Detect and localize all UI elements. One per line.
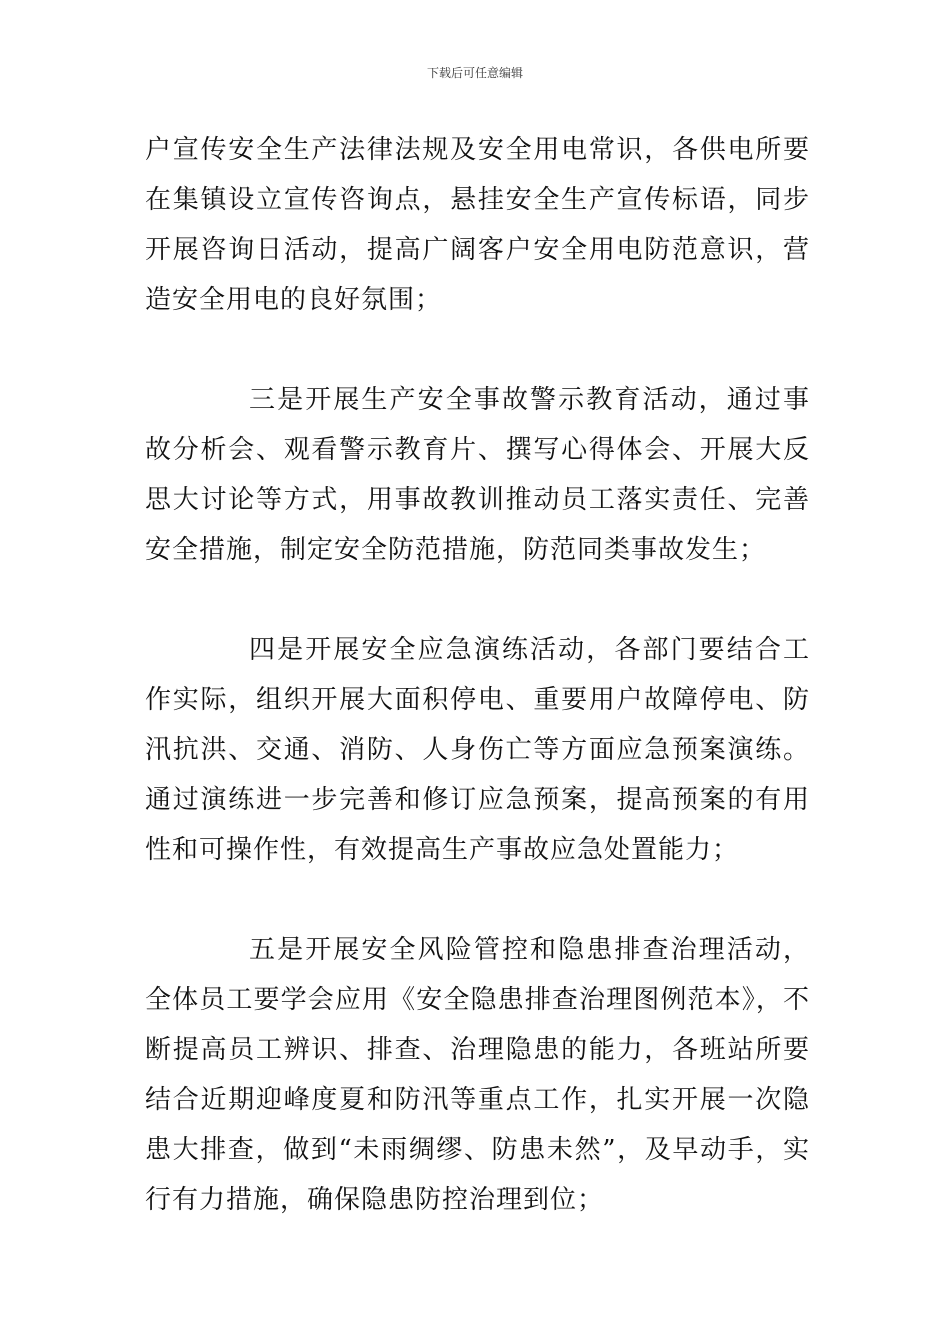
paragraph-item-five: 五是开展安全风险管控和隐患排查治理活动，全体员工要学会应用《安全隐患排查治理图例范本》，不断提高员工辨识、排查、治理隐患的能力，各班站所要结合近期迎峰度夏和防汛等重点工作，扎实开展一次隐患大排查，做到“未雨绸缪、防患未然”，及早动手，实行有力措施，确保隐患防控治理到位；: [145, 935, 810, 1215]
paragraph-item-four: 四是开展安全应急演练活动，各部门要结合工作实际，组织开展大面积停电、重要用户故障停电、防汛抗洪、交通、消防、人身伤亡等方面应急预案演练。通过演练进一步完善和修订应急预案，提高预案的有用性和可操作性，有效提高生产事故应急处置能力；: [145, 635, 810, 865]
paragraph-item-three: 三是开展生产安全事故警示教育活动，通过事故分析会、观看警示教育片、撰写心得体会、开展大反思大讨论等方式，用事故教训推动员工落实责任、完善安全措施，制定安全防范措施，防范同类事故发生；: [145, 385, 810, 565]
paragraph-continuation: 户宣传安全生产法律法规及安全用电常识，各供电所要在集镇设立宣传咨询点，悬挂安全生产宣传标语，同步开展咨询日活动，提高广阔客户安全用电防范意识，营造安全用电的良好氛围；: [145, 135, 810, 315]
page-header-note: 下载后可任意编辑: [426, 66, 523, 80]
document-body: [145, 125, 810, 1275]
